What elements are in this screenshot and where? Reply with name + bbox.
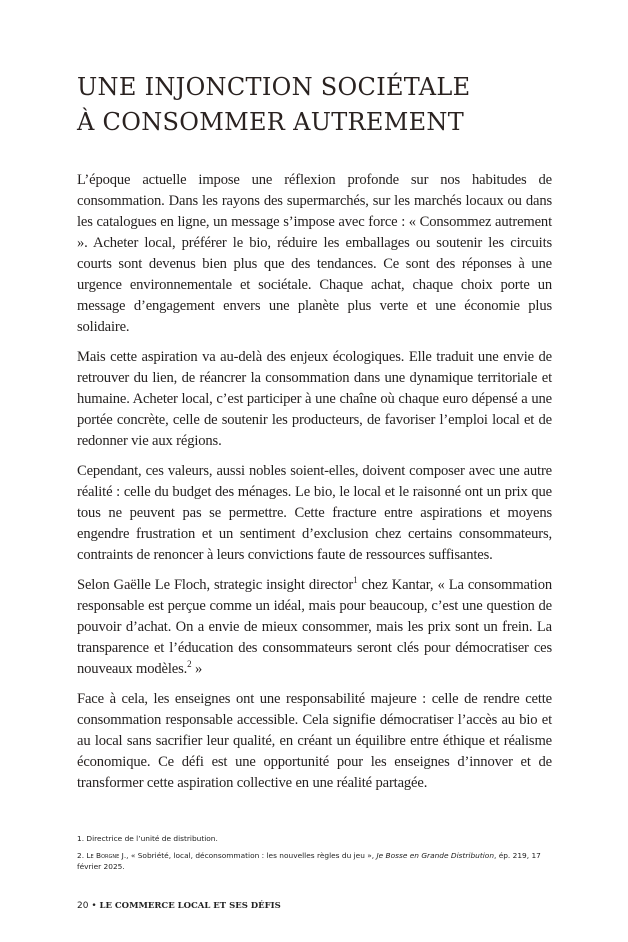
paragraph: Cependant, ces valeurs, aussi nobles soient-elles, doivent composer avec une autre réalité : celle du budget des ménages. Le bio, le local et le raisonné ont un prix que tous ne peuvent pas se permettre. Cette fracture entre aspirations et moyens engendre frustration et un sentiment d’exclusion chez certains consommateurs, contraints de renoncer à leurs convictions faute de ressources suffisantes.: [77, 463, 552, 563]
footnote-source: Je Bosse en Grande Distribution: [376, 851, 494, 860]
footnote-text: J., « Sobriété, local, déconsommation : les nouvelles règles du jeu »,: [119, 851, 377, 860]
page-title: [77, 70, 552, 140]
quote-paragraph: [77, 575, 552, 680]
footnote-author: Le Borgne: [86, 851, 120, 860]
paragraph: L’époque actuelle impose une réflexion profonde sur nos habitudes de consommation. Dans les rayons des supermarchés, sur les marchés locaux ou dans les catalogues en ligne, un message s’impose avec force : « Consommez autrement ». Acheter local, préférer le bio, réduire les emballages ou soutenir les circuits courts sont devenus bien plus que des tendances. Ce sont des réponses à une urgence environnementale et sociétale. Chaque achat, chaque choix porte un message d’engagement envers une planète plus verte et une économie plus solidaire.: [77, 172, 552, 335]
footnote-1: 1. Directrice de l’unité de distribution.: [77, 834, 218, 843]
body-text: [77, 170, 552, 803]
page-footer: [77, 900, 552, 912]
quote-text: Selon Gaëlle Le Floch, strategic insight director: [77, 577, 354, 593]
footnote-ref-1: 1: [353, 575, 358, 586]
quote-text: chez Kantar, « La consommation responsable est perçue comme un idéal, mais pour beaucoup, c’est une question de pouvoir d’achat. On a envie de mieux consommer, mais les prix sont un frein. La transparence et l’éducation des consommateurs seront clés pour démocratiser ces nouveaux modèles.: [77, 577, 552, 677]
footnote-number: 2.: [77, 851, 87, 860]
footer-separator: •: [88, 901, 100, 911]
page-number: 20: [77, 901, 89, 911]
title-line-2: À CONSOMMER AUTREMENT: [77, 108, 465, 136]
title-line-1: UNE INJONCTION SOCIÉTALE: [77, 73, 471, 101]
footnote-ref-2: 2: [187, 659, 192, 670]
footnote-end: , ép. 219, 17 février 2025.: [77, 851, 541, 871]
quote-text: »: [191, 661, 203, 677]
running-title: LE COMMERCE LOCAL ET SES DÉFIS: [99, 901, 281, 911]
paragraph: Mais cette aspiration va au-delà des enjeux écologiques. Elle traduit une envie de retrouver du lien, de réancrer la consommation dans une dynamique territoriale et humaine. Acheter local, c’est participer à une chaîne où chaque euro dépensé a une portée concrète, celle de soutenir les producteurs, de favoriser l’emploi local et de redonner vie aux régions.: [77, 349, 552, 449]
footnote-2: [77, 850, 552, 872]
footnotes: [77, 803, 552, 878]
paragraph: Face à cela, les enseignes ont une responsabilité majeure : celle de rendre cette consommation responsable accessible. Cela signifie démocratiser l’accès au bio et au local sans sacrifier leur qualité, en créant un équilibre entre éthique et réalisme économique. Ce défi est une opportunité pour les enseignes d’innover et de transformer cette aspiration collective en une réalité partagée.: [77, 691, 552, 791]
